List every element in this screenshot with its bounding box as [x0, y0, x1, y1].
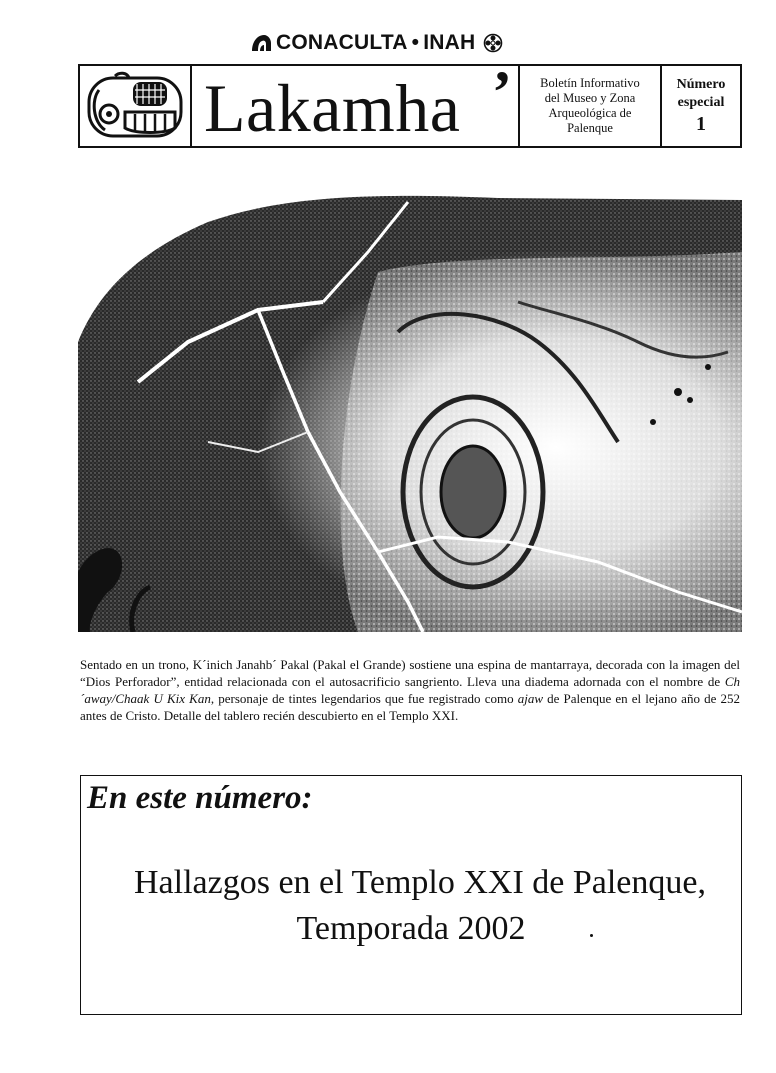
desc-line: Boletín Informativo [540, 76, 640, 90]
org-inah: INAH [423, 31, 476, 54]
caption-ajaw-italic: ajaw [517, 691, 544, 706]
temple-panel-photo [78, 192, 742, 632]
issue-article-line-1: Hallazgos en el Templo XXI de Palenque, [134, 864, 706, 901]
issue-label-1: Número [676, 77, 726, 92]
maya-glyph-icon [85, 70, 185, 142]
photo-caption: Sentado en un trono, K´inich Janahb´ Pakal (Pakal el Grande) sostiene una espina de mantarraya, decorada con la imagen del “Dios Perforador”, entidad relacionada con el autosacrificio sangriento. Lleva una diadema adornada con el nombre de Ch´away/Chaak U Kix Kan, personaje de tintes legendarios que fue registrado como ajaw de Palenque en el lejano año de 252 antes de Cristo. Detalle del tablero recién descubierto en el Templo XXI. [80, 657, 740, 723]
masthead-description [520, 66, 662, 146]
issue-article-line-2: Temporada 2002 [296, 910, 526, 947]
header-logos [250, 28, 550, 58]
masthead [78, 59, 742, 148]
org-conaculta: CONACULTA [276, 31, 408, 54]
in-this-issue-box [80, 775, 742, 1015]
publication-title: Lakamha [204, 70, 461, 146]
speck [590, 934, 593, 937]
desc-line: del Museo y Zona [544, 91, 636, 105]
issue-number: 1 [696, 113, 706, 135]
publication-title-apostrophe: ’ [492, 59, 512, 125]
in-this-issue-heading: En este número: [87, 780, 313, 816]
masthead-title-cell [192, 59, 520, 146]
caption-name-italic: Ch´away/Chaak U Kix Kan [80, 674, 740, 706]
header-separator: • [411, 31, 420, 54]
desc-line: Arqueológica de [548, 106, 632, 120]
masthead-glyph-cell [80, 66, 192, 146]
issue-number-cell [662, 66, 740, 146]
desc-line: Palenque [567, 121, 613, 135]
bird-logo-icon [250, 33, 272, 53]
flower-logo-icon [483, 33, 503, 53]
issue-label-2: especial [677, 95, 725, 110]
